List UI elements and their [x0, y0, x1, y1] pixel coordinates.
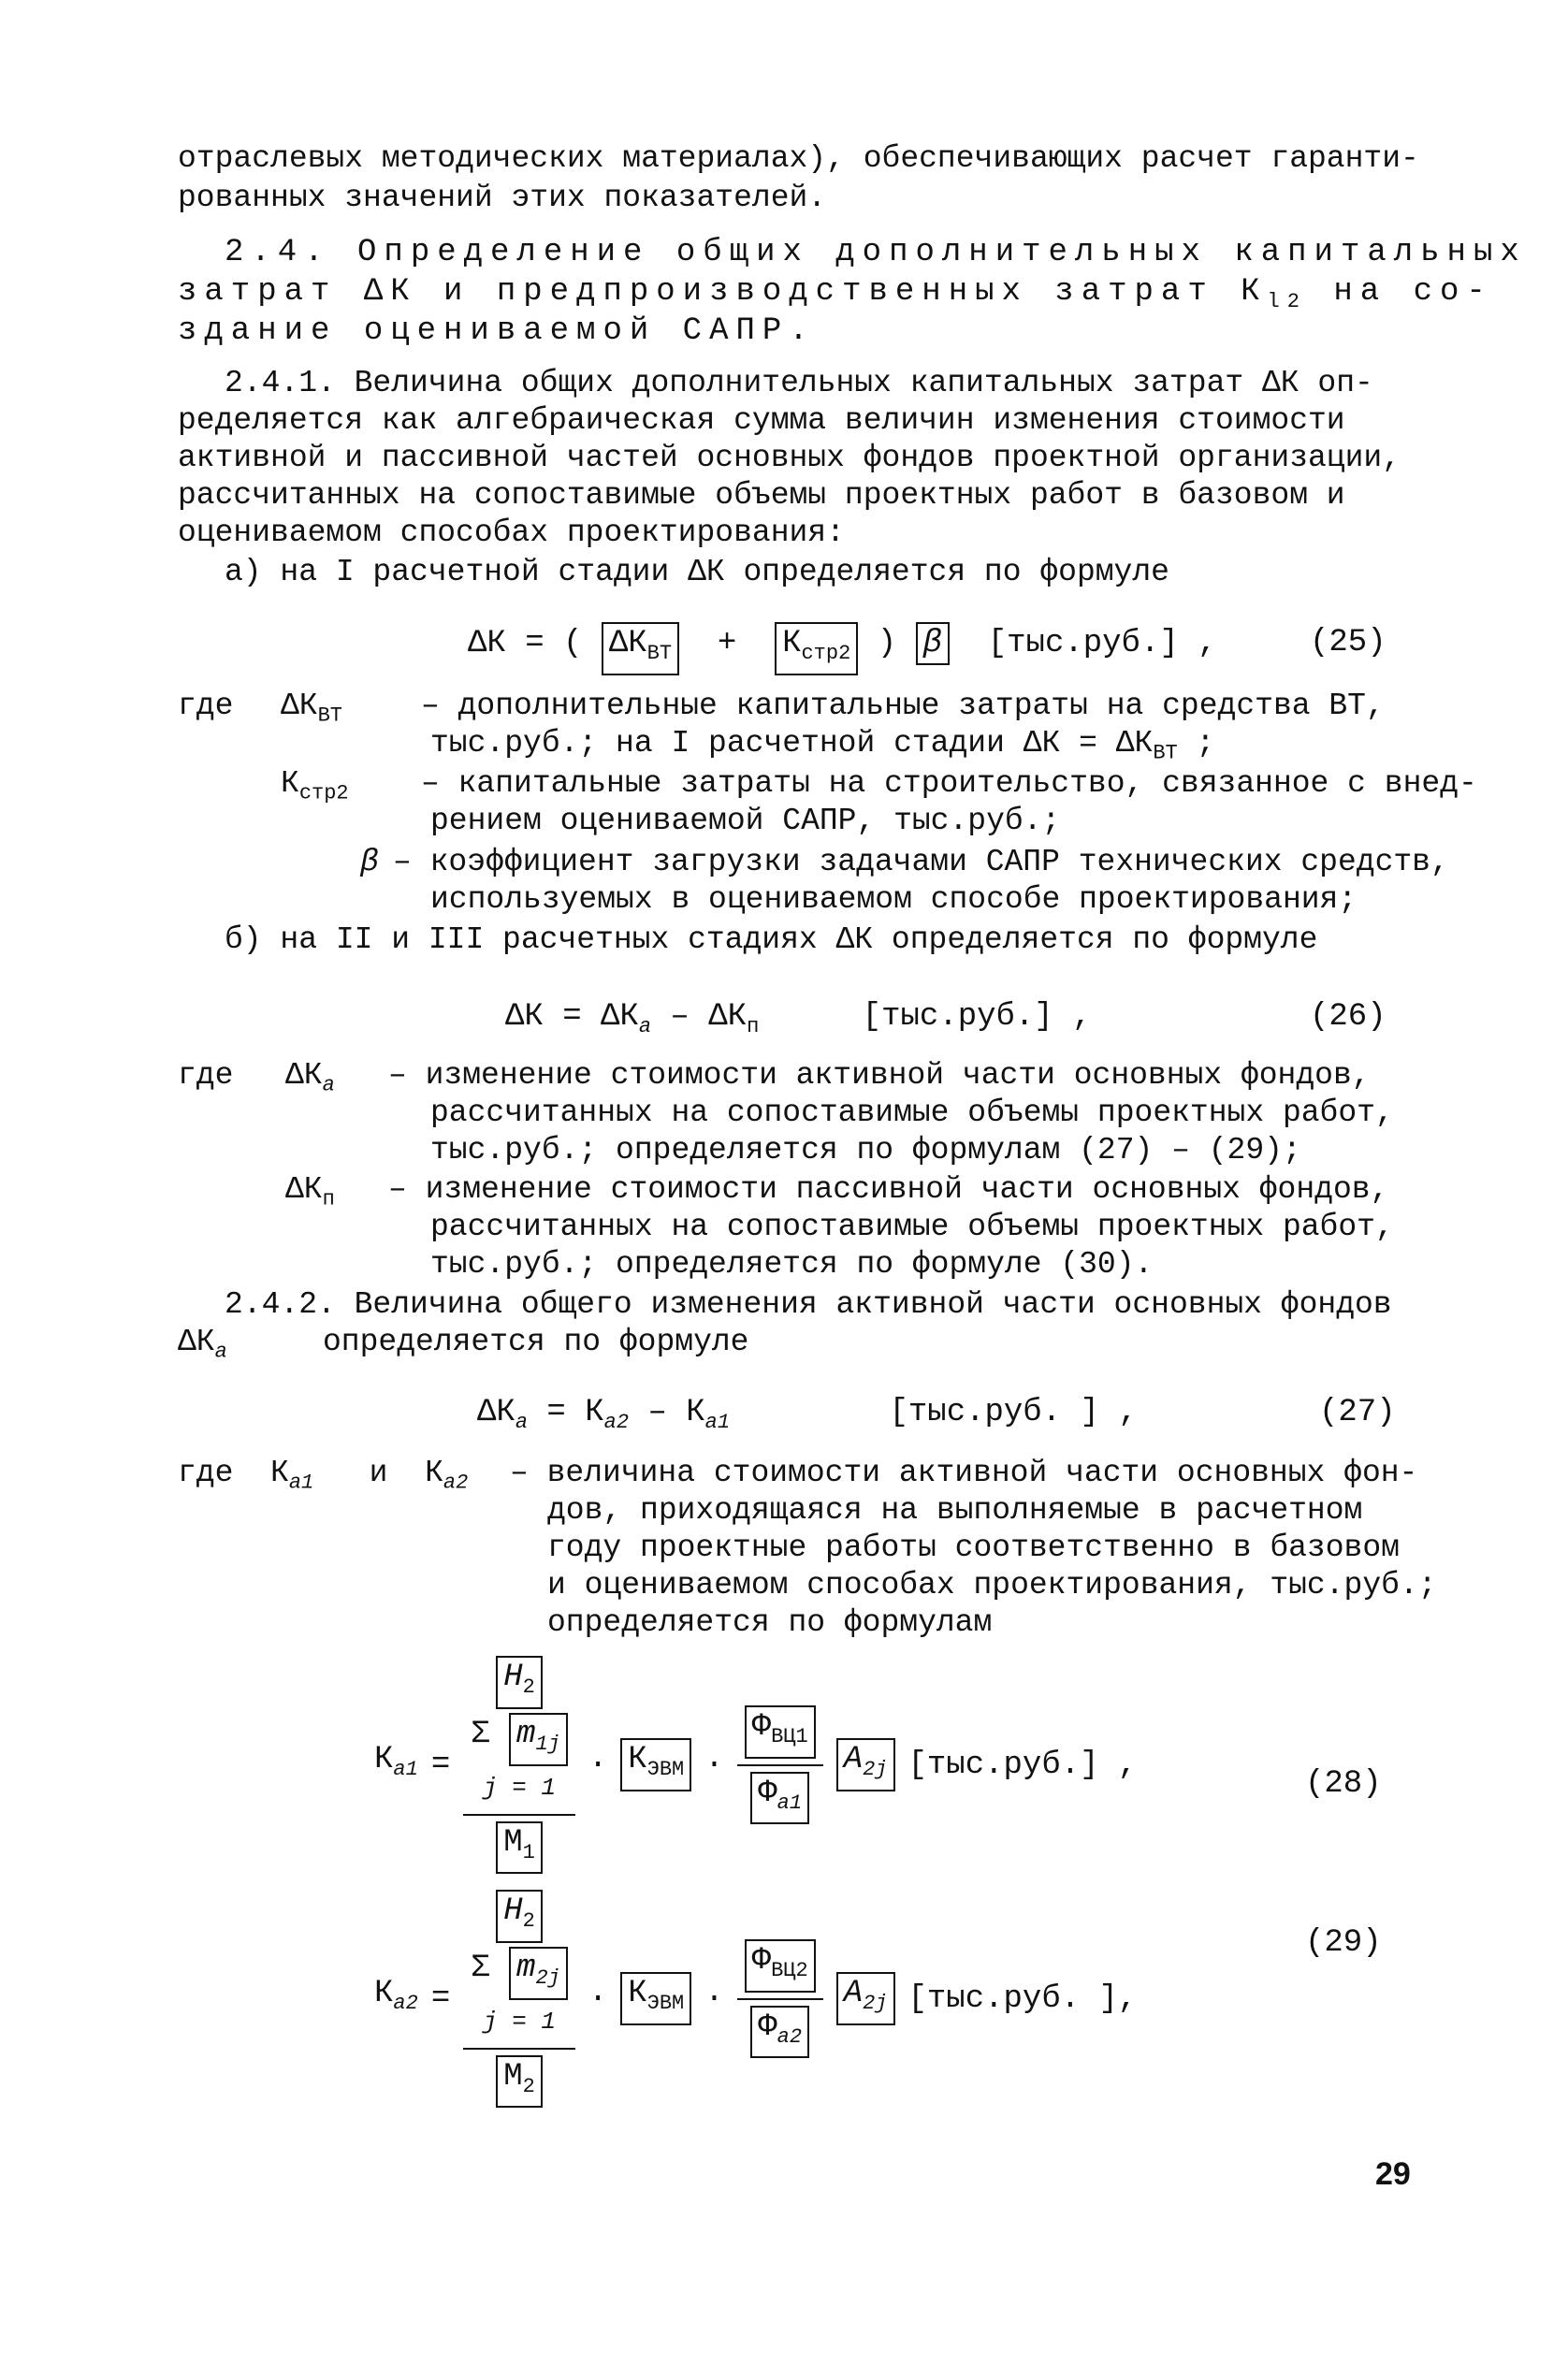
para-2-4-1-line-4: рассчитанных на сопоставимые объемы проектных работ в базовом и [178, 478, 1345, 513]
equation-25-number: (25) [1310, 625, 1387, 660]
intro-line-1: отраслевых методических материалах), обеспечивающих расчет гаранти- [178, 141, 1419, 176]
where26-def-1-line-1: – изменение стоимости активной части основных фондов, [388, 1058, 1371, 1093]
where27-label: где $К_{a1}$ и $К_{a2}$ [178, 1456, 469, 1495]
para-2-4-1-line-1: 2.4.1. Величина общих дополнительных капитальных затрат ΔК оп- [225, 366, 1373, 400]
where25-term-1: $\Delta К_{ВТ}$ [281, 689, 343, 728]
where26-def-2-line-1: – изменение стоимости пассивной части основных фондов, [388, 1172, 1389, 1207]
where27-def-line-3: году проектные работы соответственно в базовом [547, 1530, 1400, 1565]
para-2-4-1-line-2: ределяется как алгебраическая сумма величин изменения стоимости [178, 403, 1345, 438]
where25-def-1-line-2: тыс.руб.; на I расчетной стадии $\Delta К = \Delta К_{ВТ}$ ; [430, 726, 1215, 765]
where27-def-line-4: и оцениваемом способах проектирования, тыс.руб.; [547, 1568, 1437, 1603]
equation-28-number: (28) [1305, 1766, 1382, 1802]
where27-def-line-5: определяется по формулам [547, 1605, 993, 1640]
where25-def-2-line-2: рением оцениваемой САПР, тыс.руб.; [430, 804, 1061, 838]
equation-26: $\Delta К = \Delta К_a - \Delta К_п$ [тыс.руб.] , [505, 999, 1092, 1038]
equation-27-number: (27) [1319, 1395, 1396, 1430]
equation-27: $\Delta К_a = К_{a2} - К_{a1}$ [тыс.руб. ] , [477, 1395, 1138, 1434]
para-2-4-1-line-3: активной и пассивной частей основных фондов проектной организации, [178, 441, 1401, 475]
section-heading-line-3: здание оцениваемой САПР. [178, 313, 816, 349]
where27-def-line-2: дов, приходящаяся на выполняемые в расчетном [547, 1493, 1363, 1528]
where-label: где [178, 689, 234, 723]
where26-term-1: $\Delta К_a$ [285, 1058, 335, 1097]
where25-term-3: β [360, 845, 379, 879]
where25-def-3-line-2: используемых в оцениваемом способе проектирования; [430, 882, 1357, 917]
where25-def-1-line-1: – дополнительные капитальные затраты на средства ВТ, [421, 689, 1385, 723]
page-number: 29 [1375, 2156, 1411, 2192]
equation-25: ΔК = ( $\Delta К_{ВТ} + К_{стр2}$ ) β [тыс.руб.] , [468, 622, 1217, 675]
where26-def-2-line-3: тыс.руб.; определяется по формуле (30). [430, 1247, 1154, 1282]
stage-2-3-line: б) на II и III расчетных стадиях ΔК определяется по формуле [225, 922, 1318, 957]
section-heading-line-2: затрат ΔК и предпроизводственных затрат $К_{l2}$ на со- [178, 274, 1493, 313]
where27-def-line-1: – величина стоимости активной части основных фон- [510, 1456, 1418, 1490]
equation-29: $К_{a2}$ = $H_2$ Σ $m_{2j}$ j = 1 $M_2$ · $К_{ЭВМ}$ · $\frac{Ф_{ВЦ2}}{Ф_{a2}}$ $A_{2j}$ [тыс.руб. ], [374, 1890, 1137, 2108]
equation-29-number: (29) [1305, 1925, 1382, 1961]
section-heading-line-1: 2.4. Определение общих дополнительных капитальных [225, 235, 1527, 270]
where26-def-1-line-3: тыс.руб.; определяется по формулам (27) – (29); [430, 1133, 1301, 1167]
para-2-4-1-line-5: оцениваемом способах проектирования: [178, 515, 845, 550]
where26-def-1-line-2: рассчитанных на сопоставимые объемы проектных работ, [430, 1095, 1394, 1130]
para-2-4-2-term: $\Delta К_a$ [178, 1325, 227, 1364]
where25-def-3-line-1: – коэффициент загрузки задачами САПР технических средств, [393, 845, 1449, 879]
equation-28: $К_{a1}$ = $H_2$ Σ $m_{1j}$ j = 1 $M_1$ · $К_{ЭВМ}$ · $\frac{Ф_{ВЦ1}}{Ф_{a1}}$ $A_{2j}$ [тыс.руб.] , [374, 1656, 1137, 1874]
intro-line-2: рованных значений этих показателей. [178, 181, 827, 215]
where26-def-2-line-2: рассчитанных на сопоставимые объемы проектных работ, [430, 1210, 1394, 1244]
para-2-4-2-line-2: определяется по формуле [323, 1325, 749, 1359]
where26-term-2: $\Delta К_п$ [285, 1172, 335, 1211]
where25-term-2: $К_{стр2}$ [281, 766, 349, 805]
para-2-4-2-line-1: 2.4.2. Величина общего изменения активной части основных фондов [225, 1287, 1392, 1322]
para-2-4-1-line-6: а) на I расчетной стадии ΔК определяется по формуле [225, 555, 1169, 589]
equation-26-number: (26) [1310, 999, 1387, 1035]
where25-def-2-line-1: – капитальные затраты на строительство, связанное с внед- [421, 766, 1477, 801]
where-label-26: где [178, 1058, 234, 1093]
